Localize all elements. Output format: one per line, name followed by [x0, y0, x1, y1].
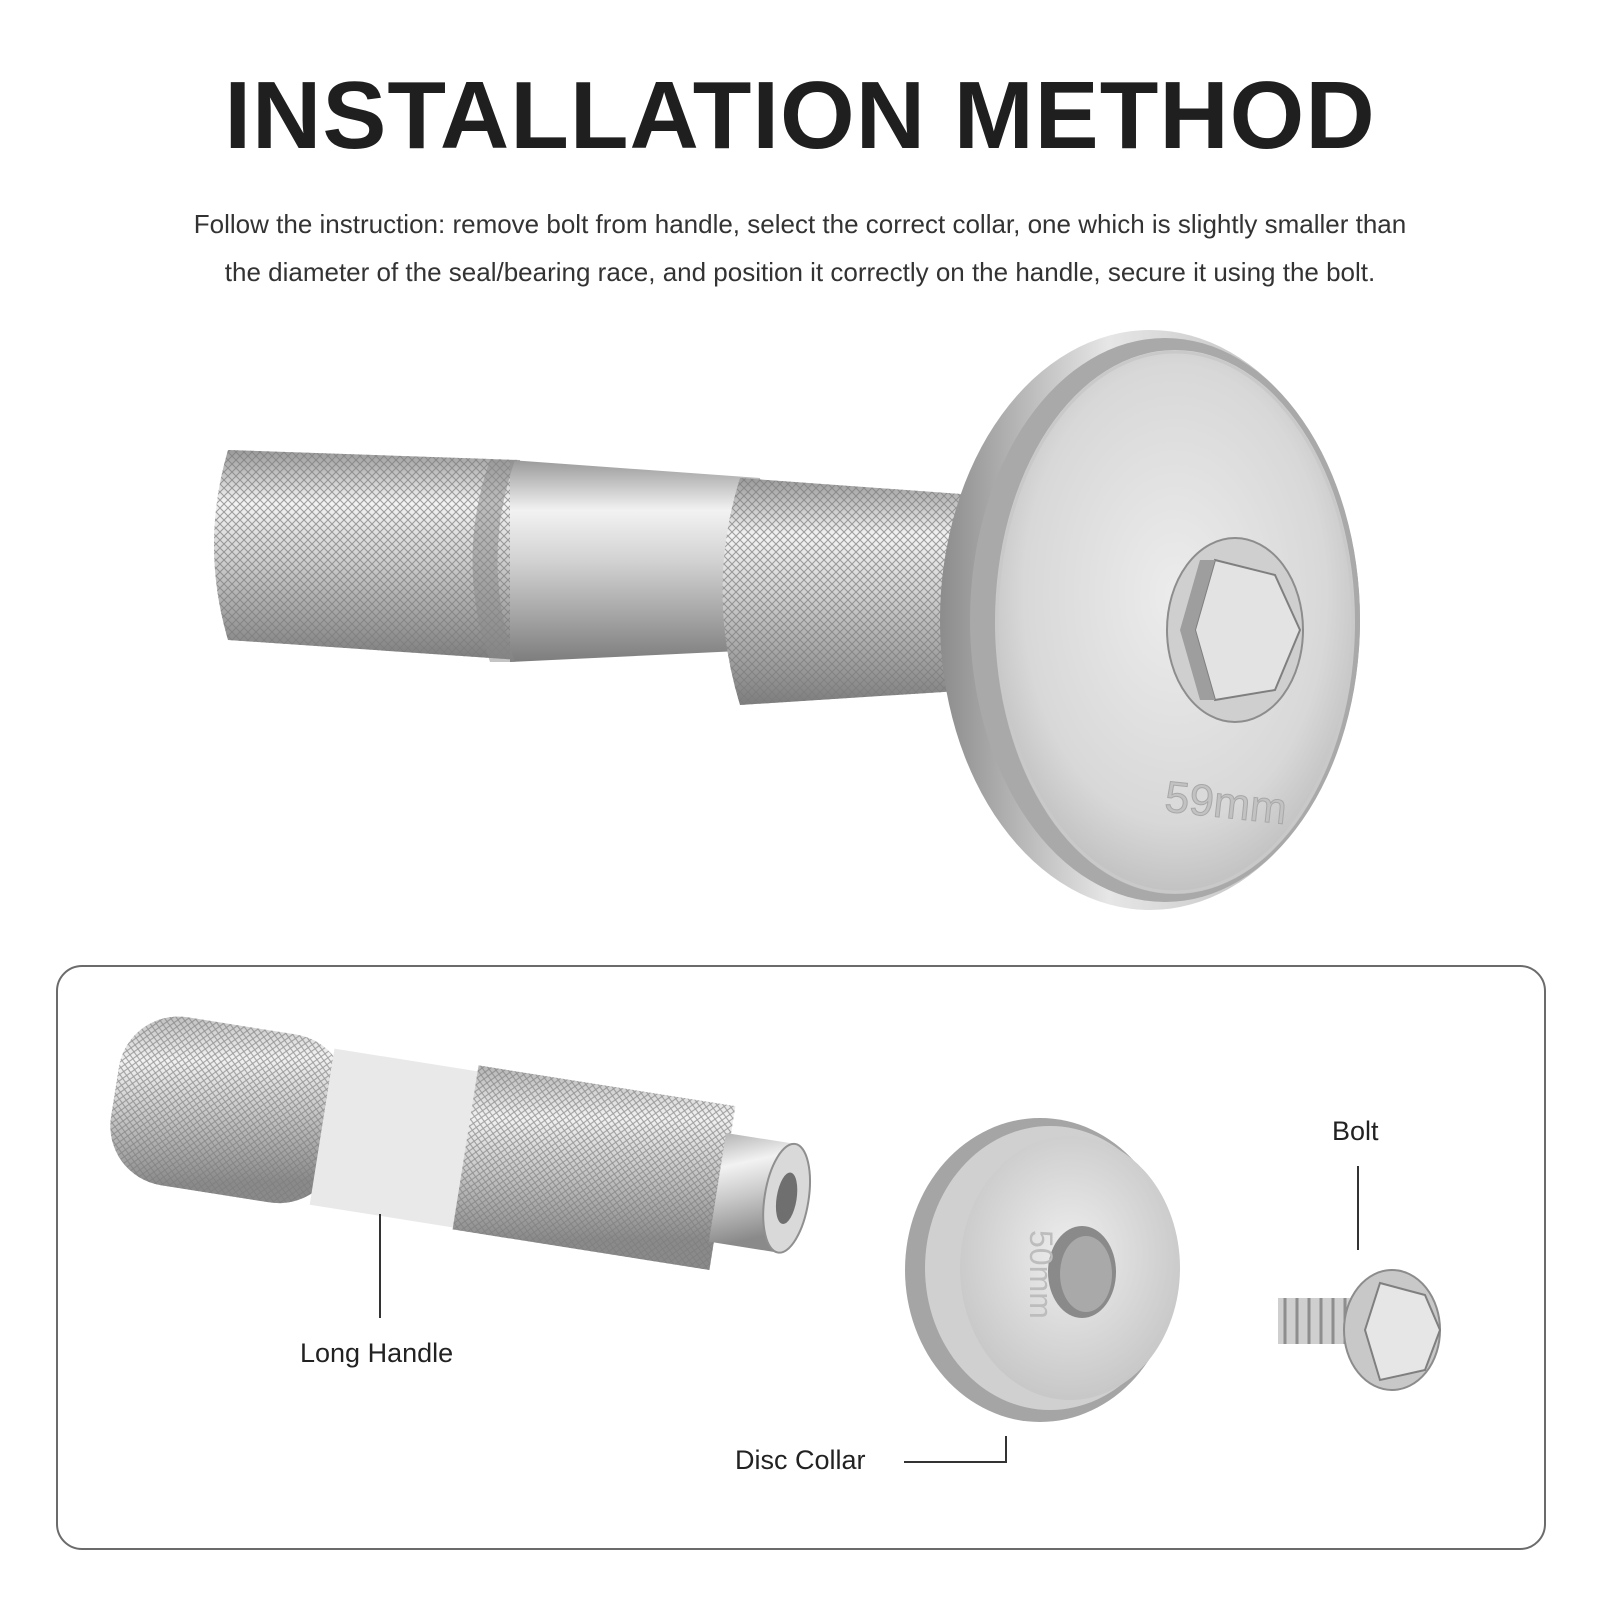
bolt-part	[1278, 1270, 1440, 1390]
instruction-line-2: the diameter of the seal/bearing race, and position it correctly on the handle, secure it using the bolt.	[224, 257, 1376, 287]
collar-size-marking: 59mm	[1162, 772, 1290, 834]
disc-collar-size-marking: 50mm	[1023, 1230, 1059, 1319]
collar-leader-line	[904, 1436, 1006, 1462]
long-handle-label: Long Handle	[300, 1338, 454, 1368]
instruction-line-1: Follow the instruction: remove bolt from handle, select the correct collar, one which is slightly smaller than	[193, 209, 1407, 239]
page-title: INSTALLATION METHOD	[224, 62, 1376, 169]
long-handle-part	[102, 1008, 822, 1286]
disc-collar-label: Disc Collar	[735, 1445, 866, 1475]
bolt-label: Bolt	[1332, 1116, 1379, 1146]
